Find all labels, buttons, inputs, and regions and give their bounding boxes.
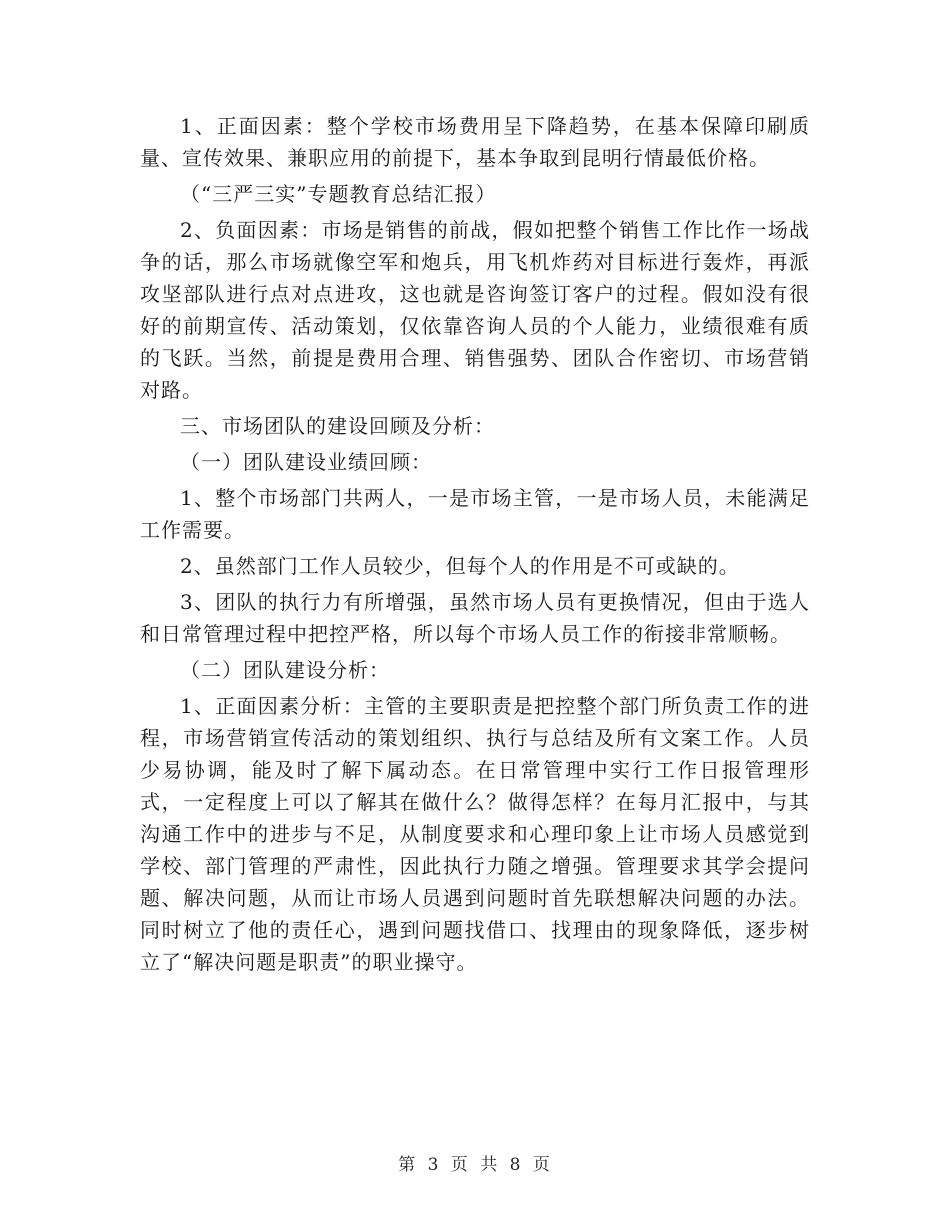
paragraph-team-roles: 2、虽然部门工作人员较少，但每个人的作用是不可或缺的。: [180, 554, 740, 578]
paragraph-negative-factors: 2、负面因素：市场是销售的前战，假如把整个销售工作比作一场战争的话，那么市场就像空军和炮兵，用飞机炸药对目标进行轰炸，再派攻坚部队进行点对点进攻，这也就是咨询签订客户的过程。假如没有很好的前期宣传、活动策划，仅依靠咨询人员的个人能力，业绩很难有质的飞跃。当然，前提是费用合理、销售强势、团队合作密切、市场营销对路。: [140, 218, 810, 402]
paragraph-inserted-note: （“三严三实”专题教育总结汇报）: [180, 182, 497, 206]
paragraph-team-execution: 3、团队的执行力有所增强，虽然市场人员有更换情况，但由于选人和日常管理过程中把控严格，所以每个市场人员工作的衔接非常顺畅。: [140, 590, 810, 646]
subheading-team-analysis: （二）团队建设分析：: [180, 658, 390, 682]
section-heading-team: 三、市场团队的建设回顾及分析：: [180, 414, 495, 438]
paragraph-positive-analysis: 1、正面因素分析：主管的主要职责是把控整个部门所负责工作的进程，市场营销宣传活动的策划组织、执行与总结及所有文案工作。人员少易协调，能及时了解下属动态。在日常管理中实行工作日报管理形式，一定程度上可以了解其在做什么？做得怎样？在每月汇报中，与其沟通工作中的进步与不足，从制度要求和心理印象上让市场人员感觉到学校、部门管理的严肃性，因此执行力随之增强。管理要求其学会提问题、解决问题，从而让市场人员遇到问题时首先联想解决问题的办法。同时树立了他的责任心，遇到问题找借口、找理由的现象降低，逐步树立了“解决问题是职责”的职业操守。: [140, 694, 810, 974]
page-number-footer: 第 3 页 共 8 页: [398, 1155, 552, 1175]
paragraph-team-size: 1、整个市场部门共两人，一是市场主管，一是市场人员，未能满足工作需要。: [140, 486, 810, 542]
paragraph-positive-factors: 1、正面因素：整个学校市场费用呈下降趋势，在基本保障印刷质量、宣传效果、兼职应用的前提下，基本争取到昆明行情最低价格。: [140, 114, 810, 170]
subheading-team-review: （一）团队建设业绩回顾：: [180, 450, 432, 474]
document-body: [140, 110, 810, 978]
